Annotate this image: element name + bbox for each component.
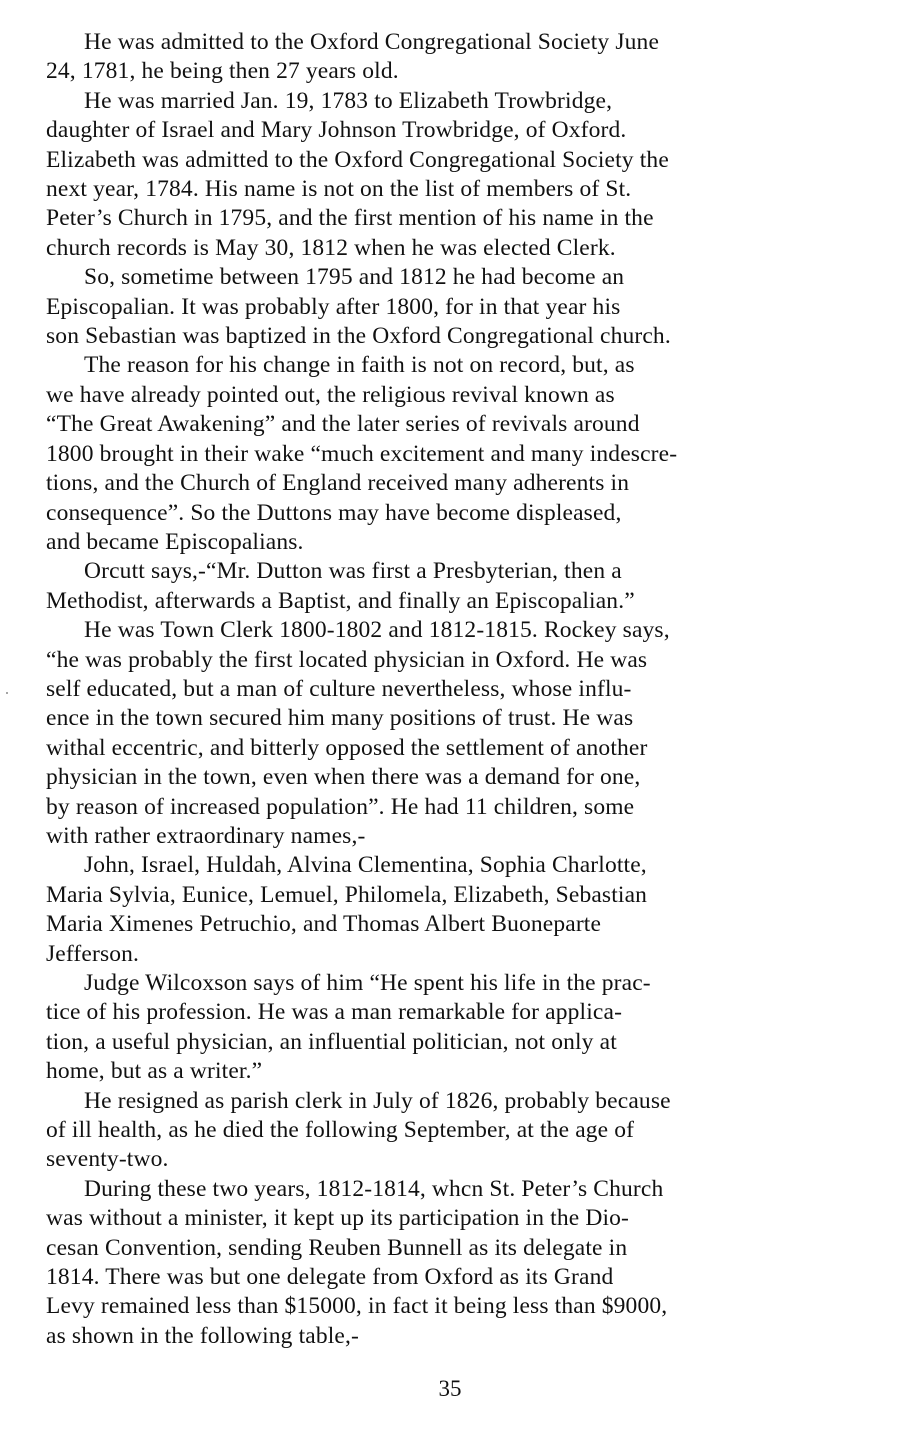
text-line: Methodist, afterwards a Baptist, and finally an Episcopalian.” <box>46 587 635 614</box>
text-line: church records is May 30, 1812 when he was elected Clerk. <box>46 234 616 261</box>
text-line: as shown in the following table,- <box>46 1322 360 1349</box>
text-line: He was admitted to the Oxford Congregational Society June <box>84 29 660 55</box>
text-line: Orcutt says,-“Mr. Dutton was first a Presbyterian, then a <box>84 558 622 585</box>
text-line: tice of his profession. He was a man remarkable for applica- <box>46 999 623 1026</box>
page-number: 35 <box>438 1376 462 1401</box>
text-line: Levy remained less than $15000, in fact it being less than $9000, <box>46 1293 668 1320</box>
text-line: we have already pointed out, the religious revival known as <box>46 381 615 408</box>
text-line: 24, 1781, he being then 27 years old. <box>46 58 399 85</box>
text-line: Judge Wilcoxson says of him “He spent his life in the prac- <box>84 970 651 996</box>
text-line: seventy-two. <box>46 1146 169 1173</box>
text-line: son Sebastian was baptized in the Oxford Congregational church. <box>46 323 671 350</box>
text-line: Jefferson. <box>46 940 140 967</box>
text-line: daughter of Israel and Mary Johnson Trowbridge, of Oxford. <box>46 117 627 144</box>
text-line: of ill health, as he died the following September, at the age of <box>46 1117 635 1144</box>
text-line: cesan Convention, sending Reuben Bunnell as its delegate in <box>46 1234 628 1261</box>
text-line: 1800 brought in their wake “much excitement and many indescre- <box>46 440 678 467</box>
text-line: “he was probably the first located physician in Oxford. He was <box>46 646 648 673</box>
text-line: next year, 1784. His name is not on the list of members of St. <box>46 176 632 203</box>
text-line: tion, a useful physician, an influential politician, not only at <box>46 1028 617 1055</box>
text-line: 1814. There was but one delegate from Oxford as its Grand <box>46 1264 614 1291</box>
text-line: Peter’s Church in 1795, and the first mention of his name in the <box>46 205 654 232</box>
text-line: and became Episcopalians. <box>46 528 304 555</box>
text-line: was without a minister, it kept up its participation in the Dio- <box>46 1205 630 1232</box>
text-line: John, Israel, Huldah, Alvina Clementina, Sophia Charlotte, <box>84 852 647 879</box>
text-line: He was married Jan. 19, 1783 to Elizabeth Trowbridge, <box>84 87 613 114</box>
body-text <box>46 28 864 1351</box>
text-line: consequence”. So the Duttons may have become displeased, <box>46 499 622 526</box>
scan-speck <box>6 692 8 694</box>
text-line: So, sometime between 1795 and 1812 he had become an <box>84 264 625 291</box>
text-line: Episcopalian. It was probably after 1800, for in that year his <box>46 293 621 320</box>
text-line: He was Town Clerk 1800-1802 and 1812-1815. Rockey says, <box>84 617 670 644</box>
text-line: self educated, but a man of culture nevertheless, whose influ- <box>46 675 632 702</box>
text-line: Maria Ximenes Petruchio, and Thomas Albert Buoneparte <box>46 911 602 938</box>
text-line: Elizabeth was admitted to the Oxford Congregational Society the <box>46 146 669 173</box>
text-line: home, but as a writer.” <box>46 1058 263 1085</box>
text-line: physician in the town, even when there was a demand for one, <box>46 764 641 791</box>
text-line: withal eccentric, and bitterly opposed the settlement of another <box>46 734 648 761</box>
text-line: ence in the town secured him many positions of trust. He was <box>46 705 634 732</box>
text-line: with rather extraordinary names,- <box>46 822 366 849</box>
text-line: He resigned as parish clerk in July of 1826, probably because <box>84 1087 671 1114</box>
text-line: tions, and the Church of England received many adherents in <box>46 470 630 497</box>
text-line: During these two years, 1812-1814, whcn St. Peter’s Church <box>84 1175 664 1202</box>
text-line: Maria Sylvia, Eunice, Lemuel, Philomela, Elizabeth, Sebastian <box>46 881 648 908</box>
text-line: The reason for his change in faith is not on record, but, as <box>84 352 635 379</box>
text-line: “The Great Awakening” and the later series of revivals around <box>46 411 640 438</box>
text-line: by reason of increased population”. He had 11 children, some <box>46 793 635 820</box>
